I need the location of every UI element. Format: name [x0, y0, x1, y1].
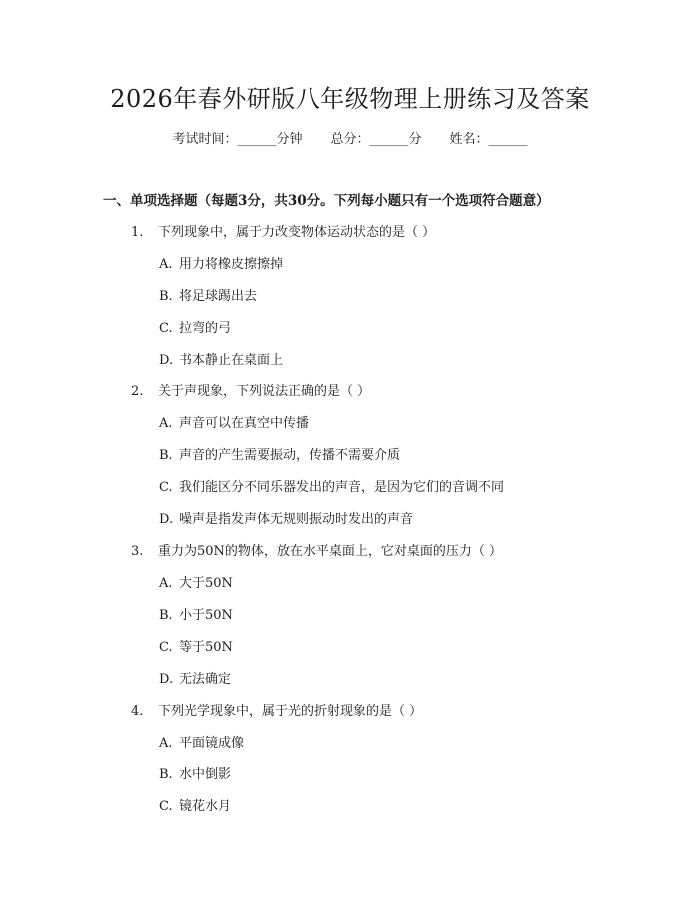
question-4-option-b [159, 765, 231, 785]
question-2-option-a [159, 414, 309, 434]
option-text: 噪声是指发声体无规则振动时发出的声音 [179, 512, 414, 527]
option-text: 无法确定 [179, 672, 232, 687]
question-number: 1. [131, 225, 144, 240]
option-text: 用力将橡皮擦擦掉 [179, 257, 284, 272]
option-text: 大于50N [179, 576, 233, 591]
question-3-option-b [159, 606, 233, 626]
option-text: 水中倒影 [179, 767, 232, 782]
option-letter: A. [159, 416, 173, 431]
option-text: 声音的产生需要振动，传播不需要介质 [179, 448, 401, 463]
question-4-option-a [159, 734, 244, 754]
option-letter: B. [159, 448, 173, 463]
question-text: 下列光学现象中，属于光的折射现象的是（ ） [158, 704, 423, 719]
option-text: 平面镜成像 [179, 736, 245, 751]
option-letter: D. [159, 512, 174, 527]
total-score-field: 总分：______分 [330, 132, 422, 147]
page-title: 2026年春外研版八年级物理上册练习及答案 [110, 85, 590, 113]
section-heading: 一、单项选择题（每题3分，共30分。下列每小题只有一个选项符合题意） [103, 193, 550, 209]
question-1-option-c [159, 319, 231, 339]
option-letter: B. [159, 767, 173, 782]
option-letter: C. [159, 799, 173, 814]
option-letter: D. [159, 353, 174, 368]
question-1-option-a [159, 255, 283, 275]
option-letter: C. [159, 321, 173, 336]
question-2 [131, 382, 370, 402]
option-text: 镜花水月 [179, 799, 232, 814]
option-text: 书本静止在桌面上 [179, 353, 284, 368]
option-text: 将足球踢出去 [179, 289, 258, 304]
question-text: 关于声现象，下列说法正确的是（ ） [158, 384, 371, 399]
option-text: 等于50N [179, 640, 233, 655]
student-name-field: 姓名：______ [449, 132, 528, 147]
question-2-option-c [159, 478, 504, 498]
option-text: 拉弯的弓 [179, 321, 232, 336]
option-text: 小于50N [179, 608, 233, 623]
question-4 [131, 702, 422, 722]
option-letter: B. [159, 608, 173, 623]
exam-meta-line [0, 130, 700, 150]
option-letter: D. [159, 672, 174, 687]
question-3-option-c [159, 638, 233, 658]
question-3 [131, 542, 502, 562]
option-letter: A. [159, 736, 173, 751]
exam-time-field: 考试时间：______分钟 [172, 132, 303, 147]
option-letter: A. [159, 257, 173, 272]
option-text: 声音可以在真空中传播 [179, 416, 310, 431]
question-3-option-a [159, 574, 233, 594]
question-1 [131, 223, 435, 243]
question-2-option-d [159, 510, 413, 530]
question-4-option-c [159, 797, 231, 817]
question-1-option-b [159, 287, 257, 307]
question-1-option-d [159, 351, 283, 371]
question-2-option-b [159, 446, 400, 466]
question-number: 3. [131, 544, 144, 559]
question-number: 2. [131, 384, 144, 399]
option-letter: C. [159, 480, 173, 495]
question-number: 4. [131, 704, 144, 719]
option-letter: B. [159, 289, 173, 304]
question-text: 下列现象中，属于力改变物体运动状态的是（ ） [158, 225, 436, 240]
option-letter: C. [159, 640, 173, 655]
option-letter: A. [159, 576, 173, 591]
question-3-option-d [159, 670, 231, 690]
question-text: 重力为50N的物体，放在水平桌面上，它对桌面的压力（ ） [158, 544, 503, 559]
option-text: 我们能区分不同乐器发出的声音，是因为它们的音调不同 [179, 480, 505, 495]
